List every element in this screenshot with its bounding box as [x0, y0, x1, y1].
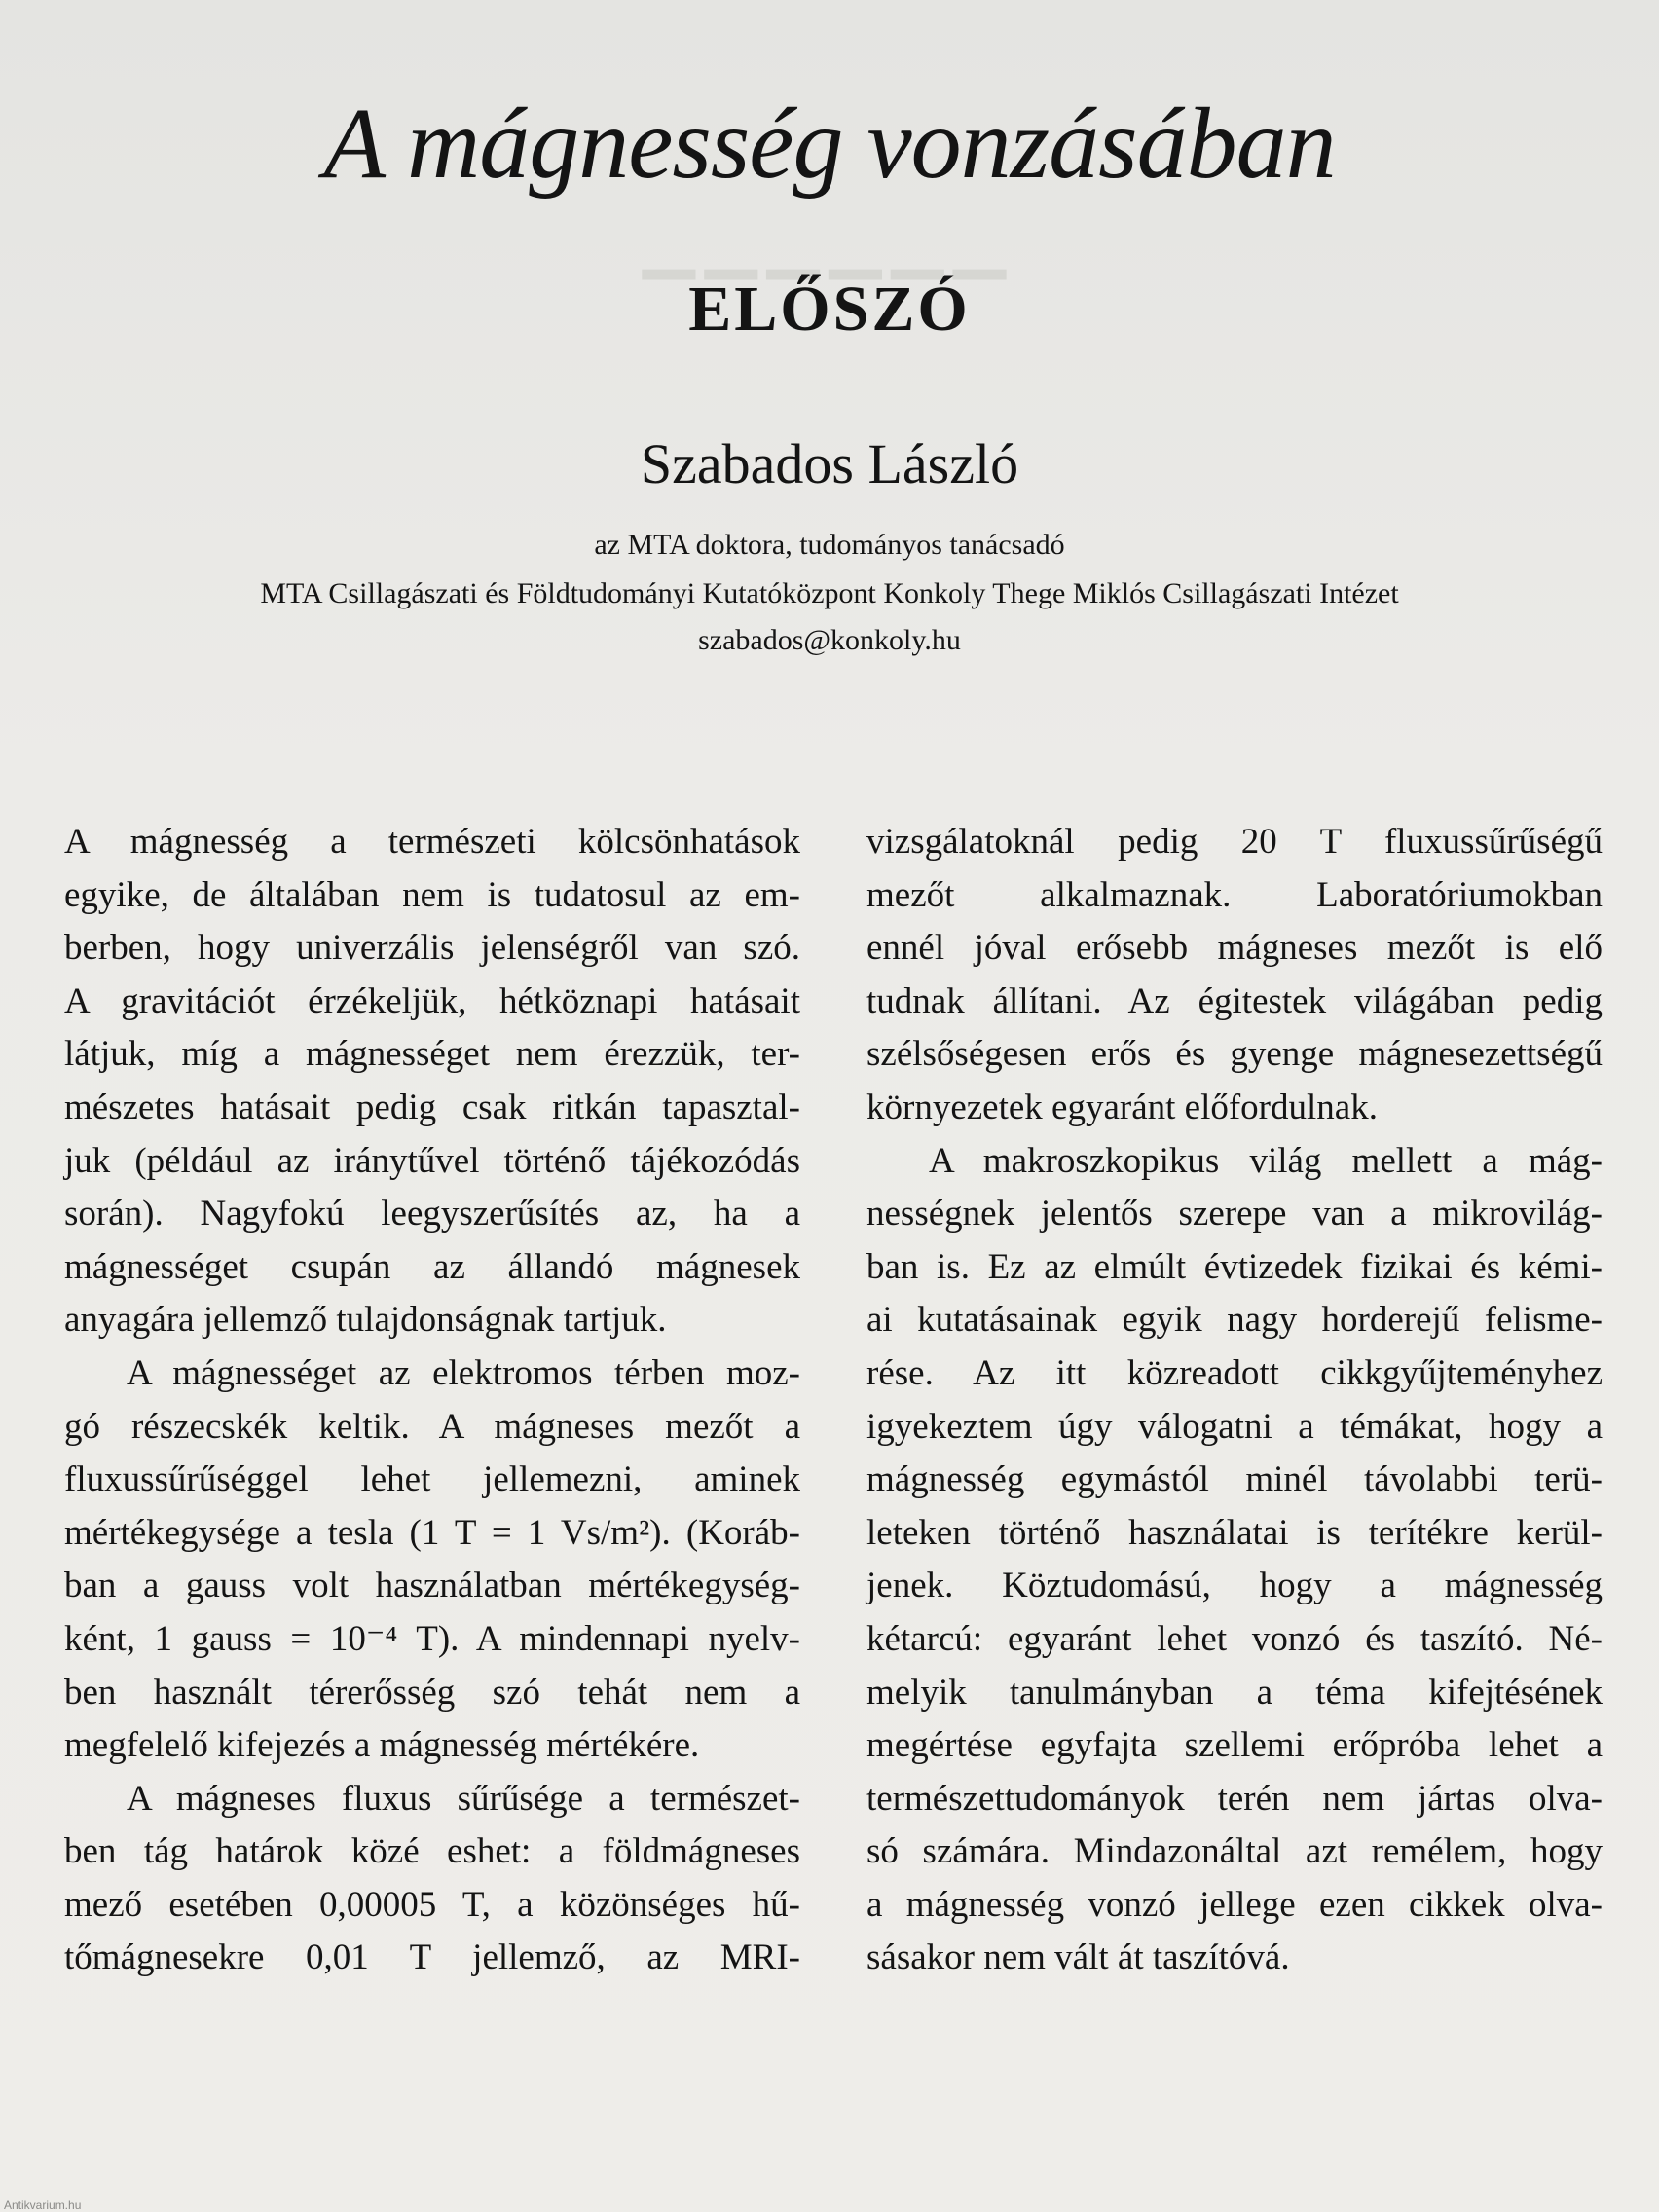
- watermark-text: Antikvarium.hu: [4, 2198, 82, 2212]
- text-line: ben tág határok közé eshet: a földmágneses: [64, 1831, 800, 1872]
- author-name: Szabados László: [640, 432, 1019, 496]
- text-line: só számára. Mindazonáltal azt remélem, hogy: [866, 1831, 1603, 1872]
- section-heading: ELŐSZÓ: [688, 274, 971, 345]
- text-line: mészetes hatásait pedig csak ritkán tapasztal-: [64, 1087, 800, 1127]
- text-line: jenek. Köztudomású, hogy a mágnesség: [866, 1566, 1603, 1606]
- text-line: egyike, de általában nem is tudatosul az em-: [64, 874, 800, 915]
- text-line: leteken történő használatai is terítékre kerül-: [866, 1512, 1603, 1553]
- text-line: tőmágnesekre 0,01 T jellemző, az MRI-: [64, 1937, 800, 1978]
- text-line: anyagára jellemző tulajdonságnak tartjuk.: [64, 1300, 667, 1341]
- text-line: A mágneses fluxus sűrűsége a természet-: [127, 1778, 800, 1819]
- text-line: környezetek egyaránt előfordulnak.: [866, 1087, 1378, 1127]
- text-line: természettudományok terén nem jártas olva-: [866, 1778, 1603, 1819]
- text-line: rése. Az itt közreadott cikkgyűjteményhez: [866, 1352, 1603, 1393]
- author-title: az MTA doktora, tudományos tanácsadó: [594, 529, 1065, 561]
- text-line: megfelelő kifejezés a mágnesség mértékére.: [64, 1725, 700, 1766]
- text-line: a mágnesség vonzó jellege ezen cikkek olva-: [866, 1884, 1603, 1925]
- text-line: tudnak állítani. Az égitestek világában pedig: [866, 980, 1603, 1021]
- text-line: mágnességet csupán az állandó mágnesek: [64, 1246, 800, 1287]
- text-line: berben, hogy univerzális jelenségről van szó.: [64, 928, 800, 969]
- text-line: sásakor nem vált át taszítóvá.: [866, 1937, 1290, 1978]
- text-column-left: [64, 816, 800, 1985]
- text-line: vizsgálatoknál pedig 20 T fluxussűrűségű: [866, 822, 1603, 862]
- text-line: megértése egyfajta szellemi erőpróba lehet a: [866, 1725, 1603, 1766]
- text-line: juk (például az iránytűvel történő tájékozódás: [64, 1140, 800, 1181]
- text-line: gó részecskék keltik. A mágneses mezőt a: [64, 1406, 800, 1447]
- text-line: során). Nagyfokú leegyszerűsítés az, ha a: [64, 1194, 800, 1235]
- text-line: fluxussűrűséggel lehet jellemezni, aminek: [64, 1459, 800, 1500]
- text-line: ennél jóval erősebb mágneses mezőt is elő: [866, 928, 1603, 969]
- text-line: igyekeztem úgy válogatni a témákat, hogy a: [866, 1406, 1603, 1447]
- text-line: ban is. Ez az elmúlt évtizedek fizikai és kémi-: [866, 1246, 1603, 1287]
- text-line: ai kutatásainak egyik nagy horderejű felisme-: [866, 1300, 1603, 1341]
- text-line: A mágnességet az elektromos térben moz-: [127, 1352, 800, 1393]
- author-institution: MTA Csillagászati és Földtudományi Kutatóközpont Konkoly Thege Miklós Csillagászati Intézet: [260, 577, 1399, 609]
- text-line: mágnesség egymástól minél távolabbi terü-: [866, 1459, 1603, 1500]
- text-line: mező esetében 0,00005 T, a közönséges hű-: [64, 1884, 800, 1925]
- book-title: A mágnesség vonzásában: [323, 88, 1336, 200]
- text-line: A gravitációt érzékeljük, hétköznapi hatásait: [64, 980, 800, 1021]
- author-email: szabados@konkoly.hu: [698, 624, 961, 656]
- text-line: ben használt térerősség szó tehát nem a: [64, 1672, 800, 1713]
- text-line: ként, 1 gauss = 10⁻⁴ T). A mindennapi nyelv-: [64, 1618, 800, 1659]
- text-line: ban a gauss volt használatban mértékegység-: [64, 1566, 800, 1606]
- text-column-right: [866, 816, 1603, 1985]
- text-line: melyik tanulmányban a téma kifejtésének: [866, 1672, 1603, 1713]
- text-line: kétarcú: egyaránt lehet vonzó és taszító. Né-: [866, 1618, 1603, 1659]
- text-line: látjuk, míg a mágnességet nem érezzük, ter-: [64, 1034, 800, 1075]
- text-line: szélsőségesen erős és gyenge mágnesezettségű: [866, 1034, 1603, 1075]
- text-line: A mágnesség a természeti kölcsönhatások: [64, 822, 800, 862]
- text-line: mértékegysége a tesla (1 T = 1 Vs/m²). (Koráb-: [64, 1512, 800, 1553]
- text-line: A makroszkopikus világ mellett a mág-: [929, 1140, 1603, 1181]
- text-line: mezőt alkalmaznak. Laboratóriumokban: [866, 874, 1603, 915]
- text-line: nességnek jelentős szerepe van a mikrovilág-: [866, 1194, 1603, 1235]
- show-through-decoration: ▁▁▁▁▁▁: [643, 203, 1015, 278]
